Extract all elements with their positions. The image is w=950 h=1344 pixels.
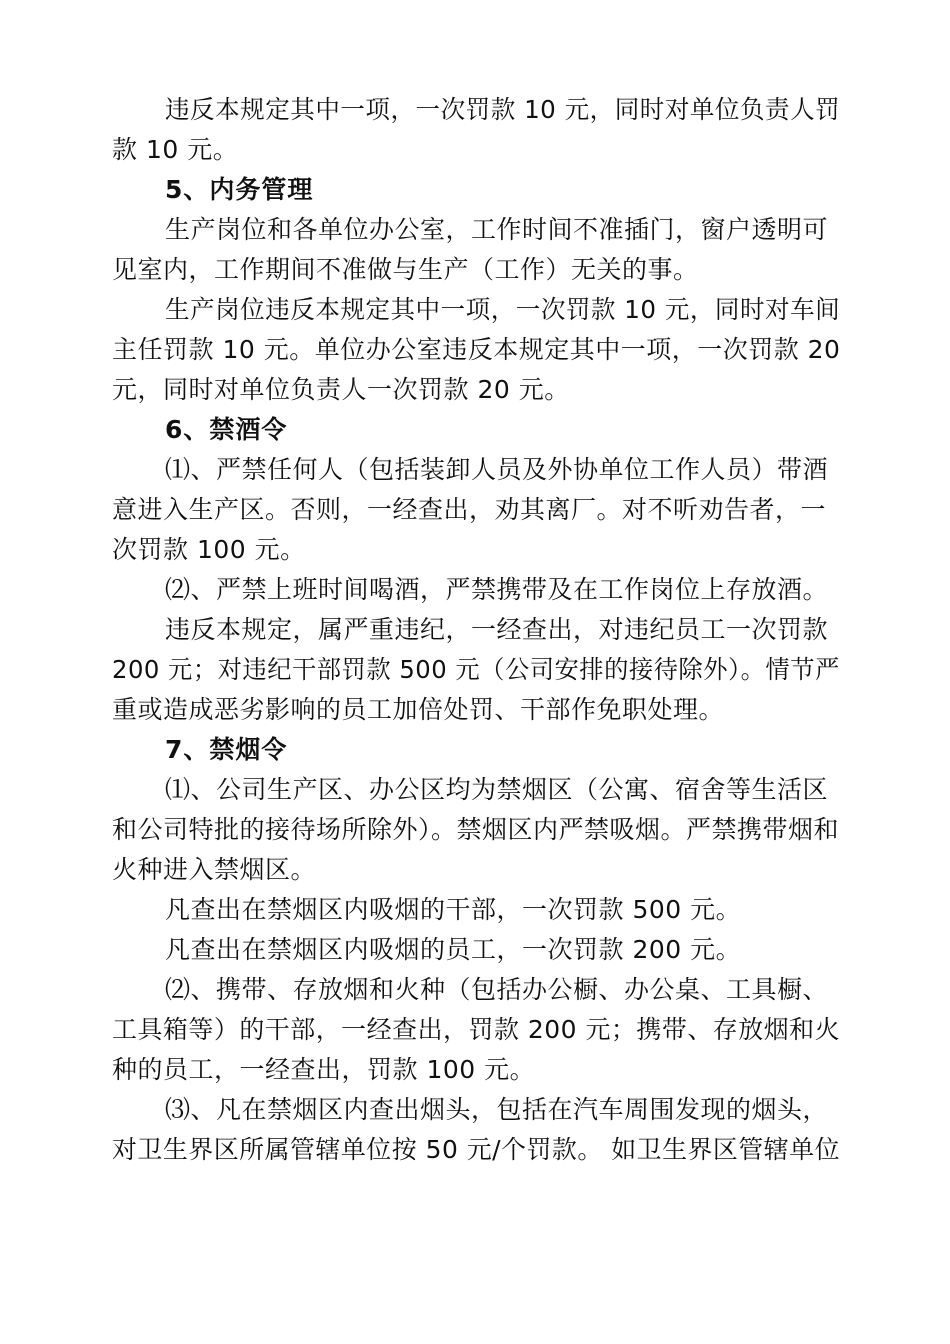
paragraph-line: 生产岗位和各单位办公室，工作时间不准插门，窗户透明可 [165,215,829,244]
paragraph-line: 违反本规定，属严重违纪，一经查出，对违纪员工一次罚款 [165,615,829,644]
paragraph-line: ⑴、公司生产区、办公区均为禁烟区（公寓、宿舍等生活区 [165,775,829,804]
paragraph-line: 款 10 元。 [112,135,239,164]
paragraph-line: 凡查出在禁烟区内吸烟的员工，一次罚款 200 元。 [165,935,742,964]
paragraph-line: 重或造成恶劣影响的员工加倍处罚、干部作免职处理。 [112,695,725,724]
paragraph-line: 和公司特批的接待场所除外）。禁烟区内严禁吸烟。严禁携带烟和 [112,815,840,844]
paragraph-line: ⑴、严禁任何人（包括装卸人员及外协单位工作人员）带酒 [165,455,829,484]
paragraph-line: 次罚款 100 元。 [112,535,306,564]
paragraph-line: 200 元；对违纪干部罚款 500 元（公司安排的接待除外）。情节严 [112,655,840,684]
paragraph-line: 违反本规定其中一项，一次罚款 10 元，同时对单位负责人罚 [165,95,841,124]
paragraph-line: 生产岗位违反本规定其中一项，一次罚款 10 元，同时对车间 [165,295,841,324]
paragraph-line: 对卫生界区所属管辖单位按 50 元/个罚款。 如卫生界区管辖单位 [112,1135,841,1164]
section-heading: 6、禁酒令 [165,415,288,444]
paragraph-line: 见室内，工作期间不准做与生产（工作）无关的事。 [112,255,699,284]
paragraph-line: 意进入生产区。否则，一经查出，劝其离厂。对不听劝告者，一 [112,495,827,524]
paragraph-line: 元，同时对单位负责人一次罚款 20 元。 [112,375,570,404]
paragraph-line: 凡查出在禁烟区内吸烟的干部，一次罚款 500 元。 [165,895,742,924]
paragraph-line: 种的员工，一经查出，罚款 100 元。 [112,1055,536,1084]
paragraph-line: ⑶、凡在禁烟区内查出烟头，包括在汽车周围发现的烟头， [165,1095,829,1124]
paragraph-line: 火种进入禁烟区。 [112,855,317,884]
section-heading: 5、内务管理 [165,175,314,204]
paragraph-line: ⑵、严禁上班时间喝酒，严禁携带及在工作岗位上存放酒。 [165,575,829,604]
paragraph-line: ⑵、携带、存放烟和火种（包括办公橱、办公桌、工具橱、 [165,975,829,1004]
paragraph-line: 主任罚款 10 元。单位办公室违反本规定其中一项，一次罚款 20 [112,335,841,364]
section-heading: 7、禁烟令 [165,735,288,764]
paragraph-line: 工具箱等）的干部，一经查出，罚款 200 元；携带、存放烟和火 [112,1015,841,1044]
